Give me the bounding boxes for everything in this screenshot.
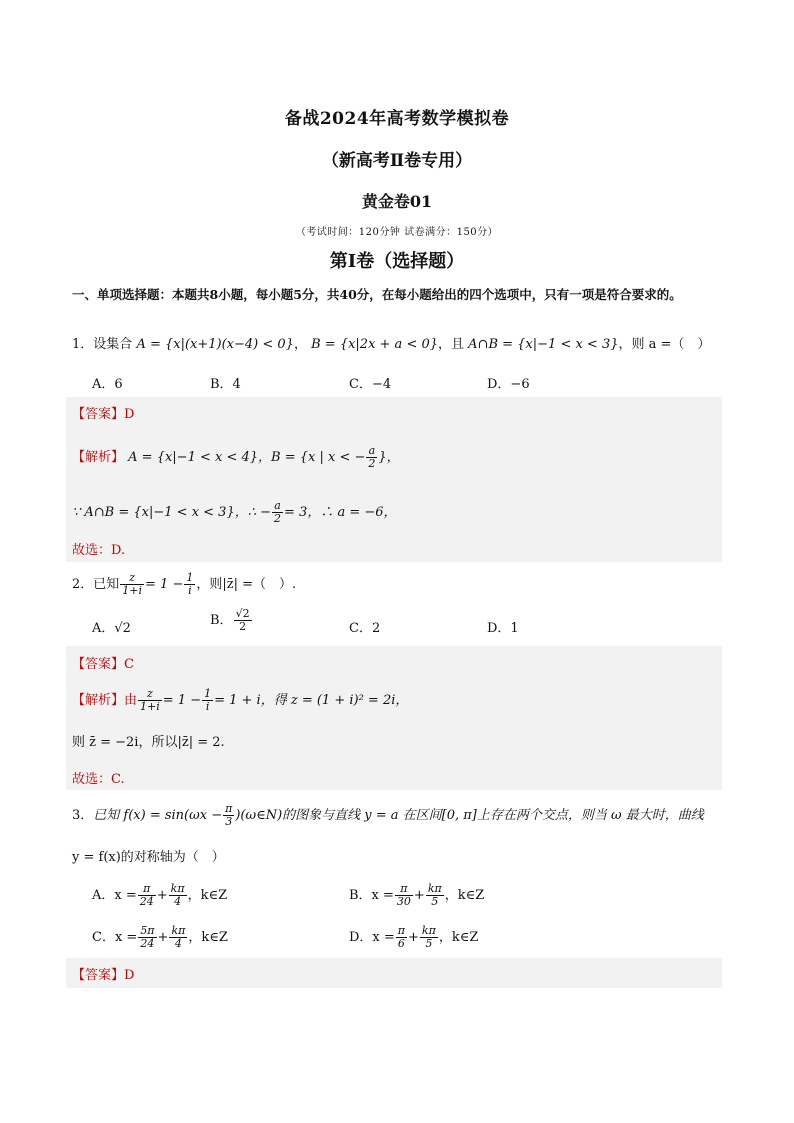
question-2: [72, 572, 296, 597]
section-intro: 一、单项选择题：本题共8小题，每小题5分，共40分，在每小题给出的四个选项中，只有一项是符合要求的。: [72, 287, 682, 302]
q2-stem-a: 已知: [93, 577, 120, 592]
q2-choose-label: 故选：: [72, 772, 112, 787]
q1-option-a: A．6: [92, 377, 123, 392]
q2-analysis-a: 由: [124, 693, 138, 708]
q1-analysis-set-b: ，B = {x | x < −: [258, 450, 366, 465]
q3-option-a: A．x = $\frac{\pi}{24}$ + $\frac{k\pi}{4}$ ，k∈Z: [92, 882, 228, 908]
q1-sep2: ，且: [438, 337, 465, 352]
q2-option-b-frac: $\frac{√2}{2}$: [235, 607, 250, 633]
question-3: [72, 803, 704, 828]
q1-option-c: C．−4: [349, 377, 392, 392]
q2-answer-value: C: [124, 657, 134, 672]
q1-set-b: B = {x|2x + a < 0}: [311, 337, 439, 352]
q3-stem-a: 已知 f(x) = sin(ωx −: [93, 808, 223, 823]
q1-choose-label: 故选：: [72, 543, 112, 558]
q2-analysis-b: = 1 −: [162, 693, 202, 708]
q3-stem-b: )(ω∈N)的图象与直线 y = a 在区间[0, π]上存在两个交点，则当 ω 最大时，曲线: [235, 808, 704, 823]
part-title: 第Ⅰ卷（选择题）: [329, 251, 465, 272]
q1-intersection: A∩B = {x|−1 < x < 3}: [468, 337, 619, 352]
q2-analysis-2: 则 z̄ = −2i，所以|z̄| = 2.: [72, 735, 225, 750]
question-1: [72, 333, 710, 352]
q1-analysis-1: [72, 445, 400, 470]
q2-option-d: D．1: [487, 621, 519, 636]
q2-answer-label: 【答案】: [72, 657, 125, 672]
q1-stem-a: 设集合: [93, 337, 133, 352]
q2-analysis-frac-2: $\frac{1}{i}$: [204, 687, 212, 713]
q2-analysis-1: [72, 688, 408, 713]
q3-answer: [72, 964, 134, 983]
q1-number: 1．: [72, 337, 94, 352]
q1-option-b: B．4: [210, 377, 241, 392]
q2-choose: [72, 768, 125, 787]
q1-sep1: ，: [293, 337, 307, 352]
q1-choose-value: D.: [111, 543, 126, 558]
q3-option-b: B．x = $\frac{\pi}{30}$ + $\frac{k\pi}{5}$ ，k∈Z: [349, 882, 485, 908]
q2-option-b: [210, 608, 253, 633]
q1-option-d: D．−6: [487, 377, 530, 392]
q2-option-c: C．2: [349, 621, 381, 636]
q1-answer-label: 【答案】: [72, 407, 125, 422]
q2-analysis-c: = 1 + i，得 z = (1 + i)² = 2i，: [214, 693, 409, 708]
q1-analysis-2a: ∵ A∩B = {x|−1 < x < 3}，∴ −: [72, 505, 272, 520]
q2-analysis-label: 【解析】: [72, 693, 125, 708]
q3-answer-value: D: [124, 968, 135, 983]
q1-choose: [72, 539, 125, 558]
q3-number: 3．: [72, 808, 94, 823]
q1-analysis-set-a: A = {x|−1 < x < 4}: [128, 450, 259, 465]
q2-stem-c: ，则|z̄| =（ ）.: [196, 577, 297, 592]
exam-title: 备战2024年高考数学模拟卷: [284, 109, 510, 129]
q3-option-d: D．x = $\frac{\pi}{6}$ + $\frac{k\pi}{5}$ ，k∈Z: [349, 924, 479, 950]
q1-analysis-frac: $\frac{a}{2}$: [368, 444, 376, 470]
q1-analysis-2b: = 3，∴ a = −6，: [284, 505, 397, 520]
q3-option-c: C．x = $\frac{5\pi}{24}$ + $\frac{k\pi}{4}$ ，k∈Z: [92, 924, 228, 950]
exam-info: （考试时间：120分钟 试卷满分：150分）: [295, 227, 499, 238]
q2-choose-value: C.: [111, 772, 125, 787]
q1-analysis-set-b-end: }，: [378, 450, 400, 465]
q3-stem-frac: $\frac{\pi}{3}$: [225, 802, 233, 828]
exam-subtitle: （新高考Ⅱ卷专用）: [321, 151, 473, 171]
q1-set-a: A = {x|(x+1)(x−4) < 0}: [136, 337, 294, 352]
q3-answer-block: [66, 958, 722, 988]
q1-analysis-2: [72, 500, 397, 525]
q3-stem-line-2: y = f(x)的对称轴为（ ）: [72, 850, 225, 865]
q2-number: 2．: [72, 577, 94, 592]
q1-answer-block: [66, 397, 722, 562]
q1-analysis-label: 【解析】: [72, 450, 125, 465]
q2-option-a: A．√2: [92, 621, 131, 636]
q1-ask: ，则 a =（ ）: [618, 337, 711, 352]
q2-frac-1: $\frac{z}{1+i}$: [122, 571, 143, 597]
q3-answer-label: 【答案】: [72, 968, 125, 983]
exam-volume: 黄金卷01: [361, 192, 433, 211]
q1-answer: [72, 403, 134, 422]
q1-answer-value: D: [124, 407, 135, 422]
q2-stem-b: = 1 −: [145, 577, 184, 592]
q2-answer-block: [66, 646, 722, 790]
q1-analysis-2-frac: $\frac{a}{2}$: [274, 499, 282, 525]
q2-frac-2: $\frac{1}{i}$: [186, 571, 194, 597]
q2-option-b-label: B．: [210, 613, 233, 628]
q2-answer: [72, 653, 134, 672]
q2-analysis-frac-1: $\frac{z}{1+i}$: [140, 687, 160, 713]
